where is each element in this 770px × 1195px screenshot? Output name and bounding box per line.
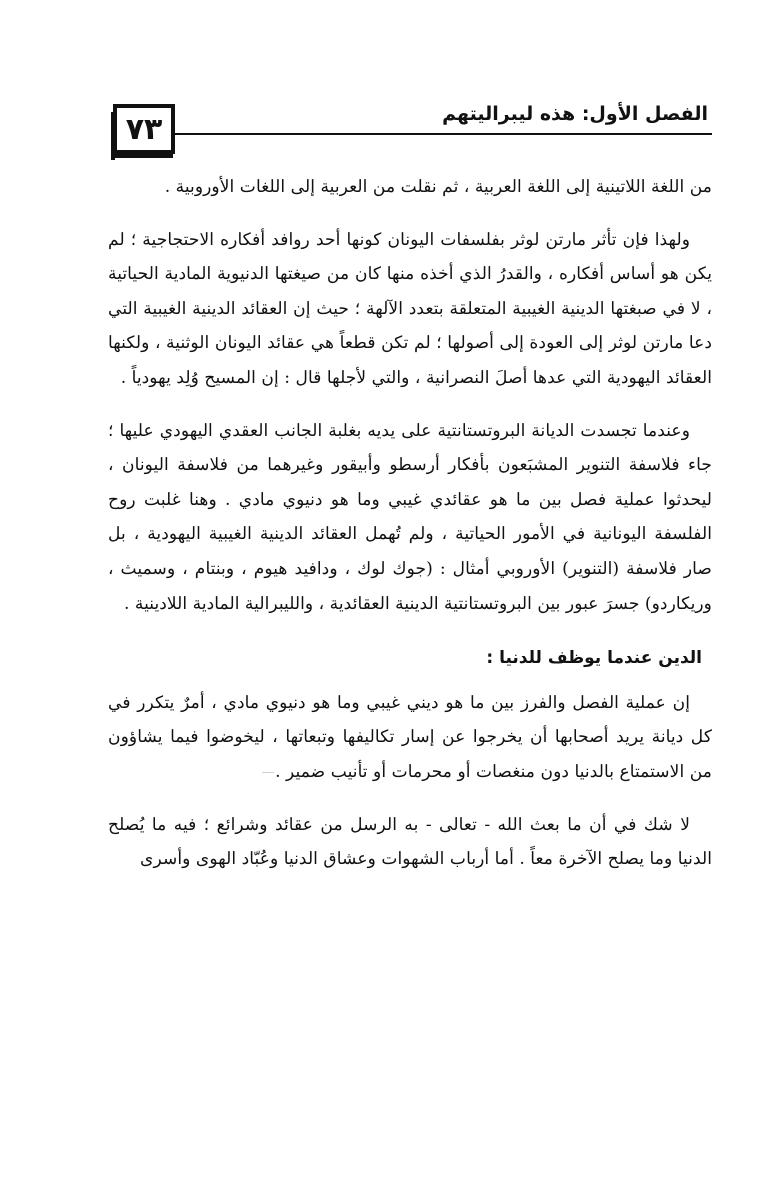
paragraph-5: لا شك في أن ما بعث الله - تعالى - به الرسل من عقائد وشرائع ؛ فيه ما يُصلح الدنيا وما يصلح الآخرة معاً . أما أرباب الشهوات وعشاق الدنيا وعُبّاد الهوى وأسرى [108,814,712,870]
chapter-title: الفصل الأول: هذه ليبراليتهم [442,103,708,125]
section-heading: الدين عندما يوظف للدنيا : [486,648,702,669]
paragraph-1: من اللغة اللاتينية إلى اللغة العربية ، ثم نقلت من العربية إلى اللغات الأوروبية . [164,177,712,197]
scan-mark [262,772,274,773]
paragraph-3: وعندما تجسدت الديانة البروتستانتية على يديه بغلبة الجانب العقدي اليهودي عليها ؛ جاء فلاسفة التنوير المشبَعون بأفكار أرسطو وأبيقور وغيرهما من فلاسفة اليونان ، ليحدثوا عملية فصل بين ما هو عقائدي غيبي وما هو دنيوي مادي . وهنا غلبت روح الفلسفة اليونانية في الأمور الحياتية ، ولم تُهمل العقائد الدينية الغيبية اليهودية ، بل صار فلاسفة (التنوير) الأوروبي أمثال : (جوك لوك ، ودافيد هيوم ، وبنتام ، وسميث ، وريكاردو) جسرَ عبور بين البروتستانتية الدينية العقائدية ، والليبرالية المادية اللادينية . [108,420,712,614]
paragraph-4: إن عملية الفصل والفرز بين ما هو ديني غيبي وما هو دنيوي مادي ، أمرٌ يتكرر في كل ديانة يريد أصحابها أن يخرجوا عن إسار تكاليفها وتبعاتها ، ليخوضوا فيما يشاؤون من الاستمتاع بالدنيا دون منغصات أو محرمات أو تأنيب ضمير . [108,692,712,782]
page-body [108,170,712,877]
header-rule [175,133,712,135]
paragraph-2: ولهذا فإن تأثر مارتن لوثر بفلسفات اليونان كونها أحد روافد أفكاره الاحتجاجية ؛ لم يكن هو أساس أفكاره ، والقدرُ الذي أخذه منها كان من صيغتها الدنيوية المادية الحياتية ، لا في صبغتها الدينية الغيبية المتعلقة بتعدد الآلهة ؛ حيث إن العقائد الدينية الغيبية التي دعا مارتن لوثر إلى العودة إلى أصولها ؛ لم تكن قطعاً هي عقائد اليونان الوثنية ، ولكنها العقائد اليهودية التي عدها أصلَ النصرانية ، والتي لأجلها قال : إن المسيح وُلِد يهودياً . [108,229,712,388]
page-number: ٧٣ [113,104,175,154]
